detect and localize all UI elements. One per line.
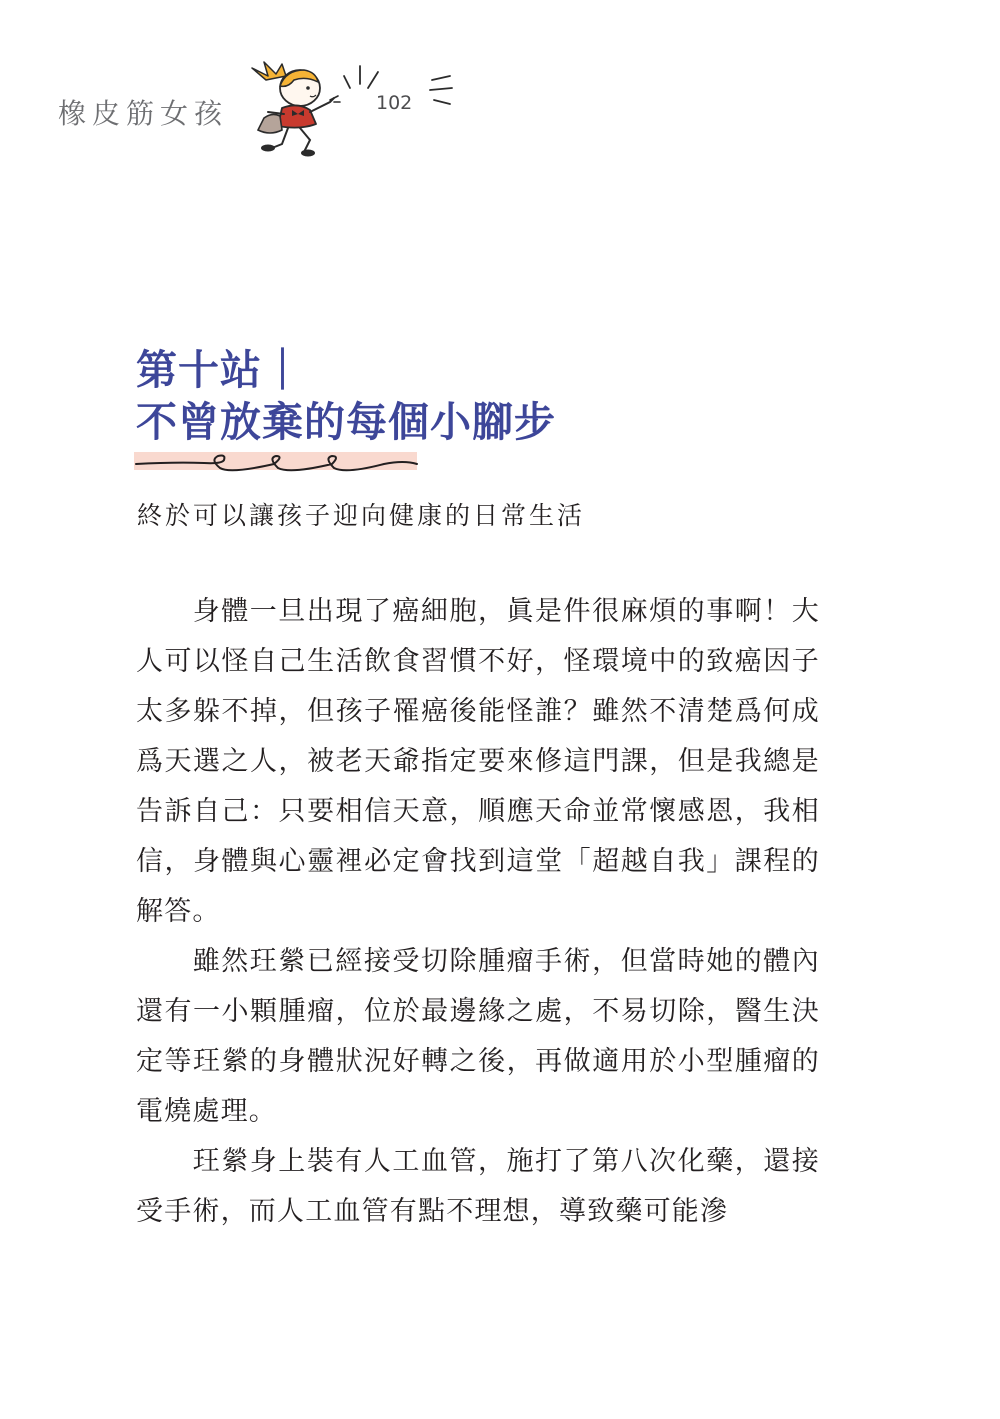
chapter-title-line-1: 第十站｜ bbox=[136, 346, 304, 394]
chapter-title bbox=[136, 344, 556, 448]
motion-lines-right-icon bbox=[428, 74, 458, 108]
page-number: 102 bbox=[376, 92, 413, 114]
chapter-title-line-2: 不曾放棄的每個小腳步 bbox=[136, 398, 556, 446]
paragraph: 玨縈身上裝有人工血管，施打了第八次化藥，還接受手術，而人工血管有點不理想，導致藥可能滲 bbox=[136, 1146, 820, 1227]
title-underline-decoration bbox=[134, 448, 419, 478]
paragraph: 雖然玨縈已經接受切除腫瘤手術，但當時她的體內還有一小顆腫瘤，位於最邊緣之處，不易切除，醫生決定等玨縈的身體狀況好轉之後，再做適用於小型腫瘤的電燒處理。 bbox=[136, 946, 820, 1127]
chapter-subtitle: 終於可以讓孩子迎向健康的日常生活 bbox=[137, 501, 586, 530]
paragraph: 身體一旦出現了癌細胞，眞是件很麻煩的事啊！大人可以怪自己生活飲食習慣不好，怪環境中的致癌因子太多躲不掉，但孩子罹癌後能怪誰？雖然不清楚爲何成爲天選之人，被老天爺指定要來修這門課，但是我總是告訴自己：只要相信天意，順應天命並常懷感恩，我相信，身體與心靈裡必定會找到這堂「超越自我」課程的解答。 bbox=[136, 596, 820, 927]
running-girl-icon bbox=[238, 58, 358, 158]
running-head-book-title: 橡皮筋女孩 bbox=[58, 97, 229, 130]
body-text bbox=[136, 587, 820, 1237]
